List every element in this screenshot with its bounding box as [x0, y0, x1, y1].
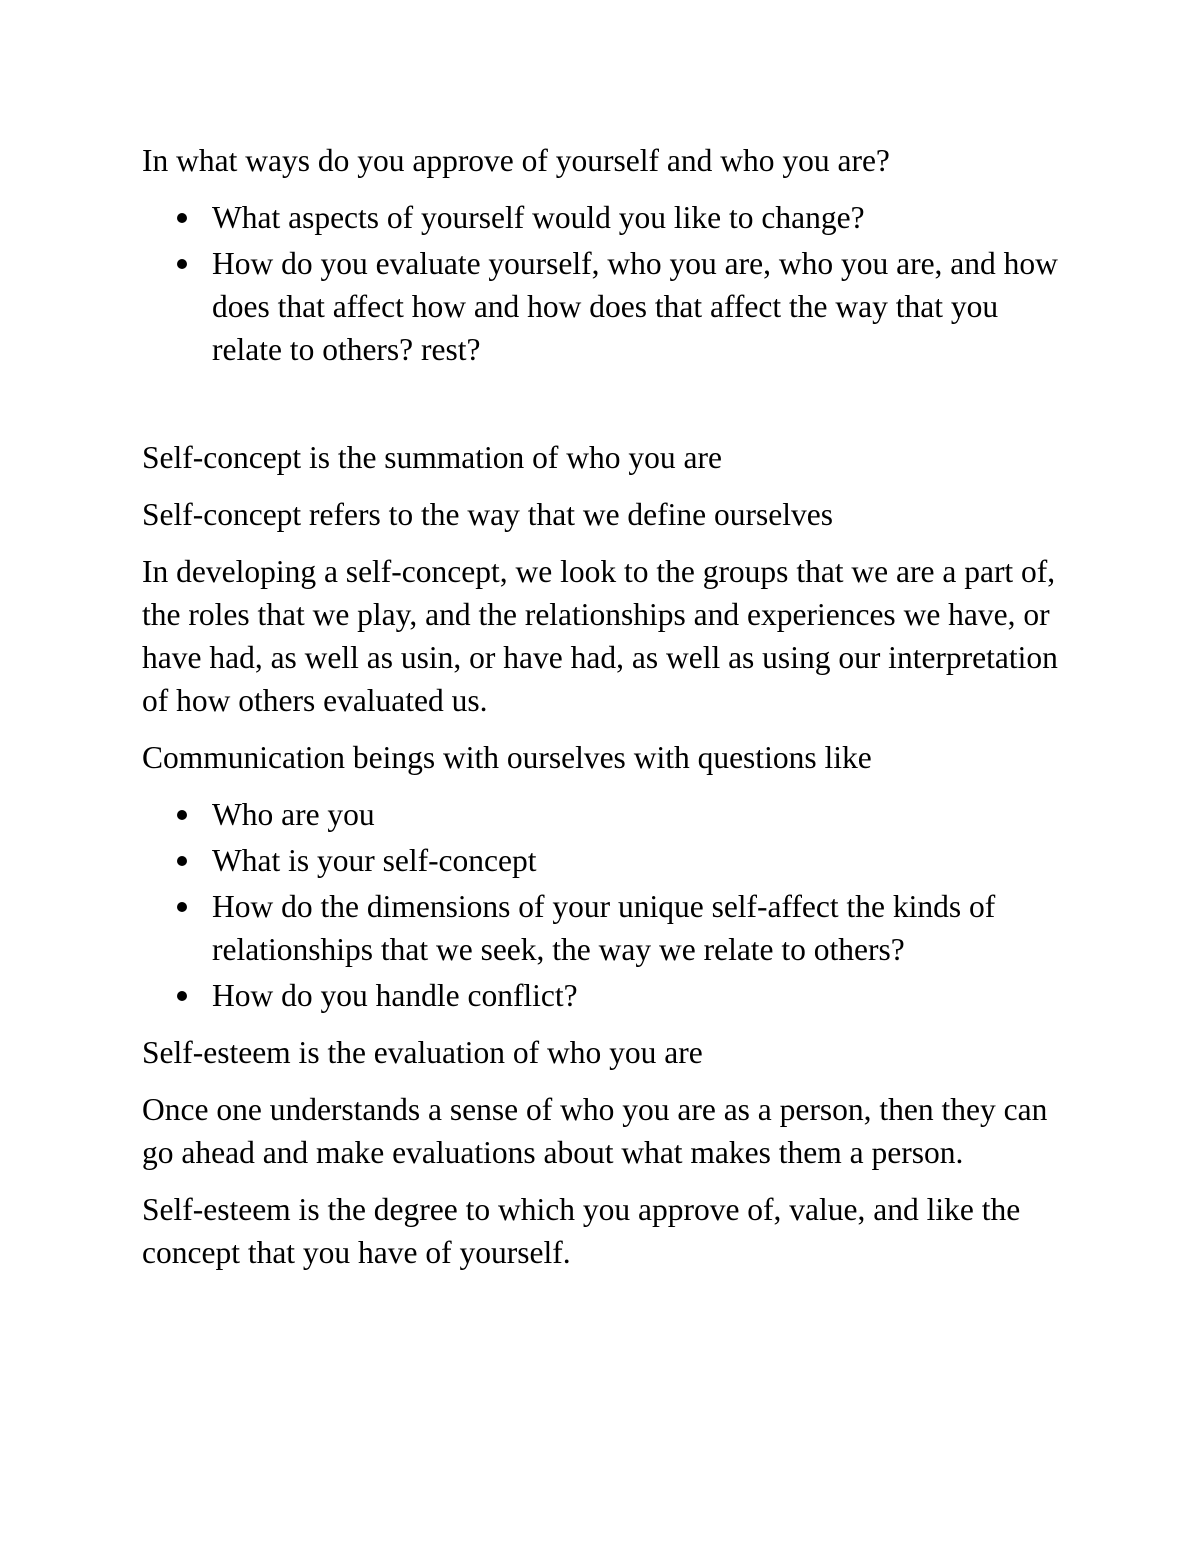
bullet-icon — [177, 213, 187, 223]
self-concept-definition: Self-concept refers to the way that we define ourselves — [142, 497, 833, 532]
document-body — [142, 139, 1072, 1288]
list-item-text: Who are you — [212, 797, 375, 832]
list-item — [212, 196, 1072, 239]
list-item-text: What is your self-concept — [212, 843, 537, 878]
blank-line — [142, 385, 1072, 436]
list-item-text: What aspects of yourself would you like to change? — [212, 200, 865, 235]
bullet-icon — [177, 856, 187, 866]
self-concept-development: In developing a self-concept, we look to the groups that we are a part of, the roles that we play, and the relationships and experiences we have, or have had, as well as usin, or have had, as well as using our interpretation of how others evaluated us. — [142, 554, 1058, 718]
list-item — [212, 839, 1072, 882]
list-item-text: How do you evaluate yourself, who you are, who you are, and how does that affect how and how does that affect the way that you relate to others? rest? — [212, 246, 1058, 367]
list-item-text: How do the dimensions of your unique self-affect the kinds of relationships that we seek, the way we relate to others? — [212, 889, 996, 967]
list-item — [212, 974, 1072, 1017]
list-item — [212, 793, 1072, 836]
intro-question: In what ways do you approve of yourself and who you are? — [142, 143, 890, 178]
bullet-icon — [177, 810, 187, 820]
bullet-icon — [177, 259, 187, 269]
list-item — [212, 242, 1072, 371]
intro-bullet-list — [142, 196, 1072, 371]
bullet-icon — [177, 902, 187, 912]
list-item-text: How do you handle conflict? — [212, 978, 578, 1013]
bullet-icon — [177, 991, 187, 1001]
self-esteem-evaluation: Once one understands a sense of who you are as a person, then they can go ahead and make evaluations about what makes them a person. — [142, 1092, 1048, 1170]
list-item — [212, 885, 1072, 971]
self-esteem-summary: Self-esteem is the evaluation of who you are — [142, 1035, 703, 1070]
self-esteem-definition: Self-esteem is the degree to which you approve of, value, and like the concept that you have of yourself. — [142, 1192, 1021, 1270]
communication-intro: Communication beings with ourselves with questions like — [142, 740, 872, 775]
questions-bullet-list — [142, 793, 1072, 1017]
self-concept-summation: Self-concept is the summation of who you are — [142, 440, 722, 475]
